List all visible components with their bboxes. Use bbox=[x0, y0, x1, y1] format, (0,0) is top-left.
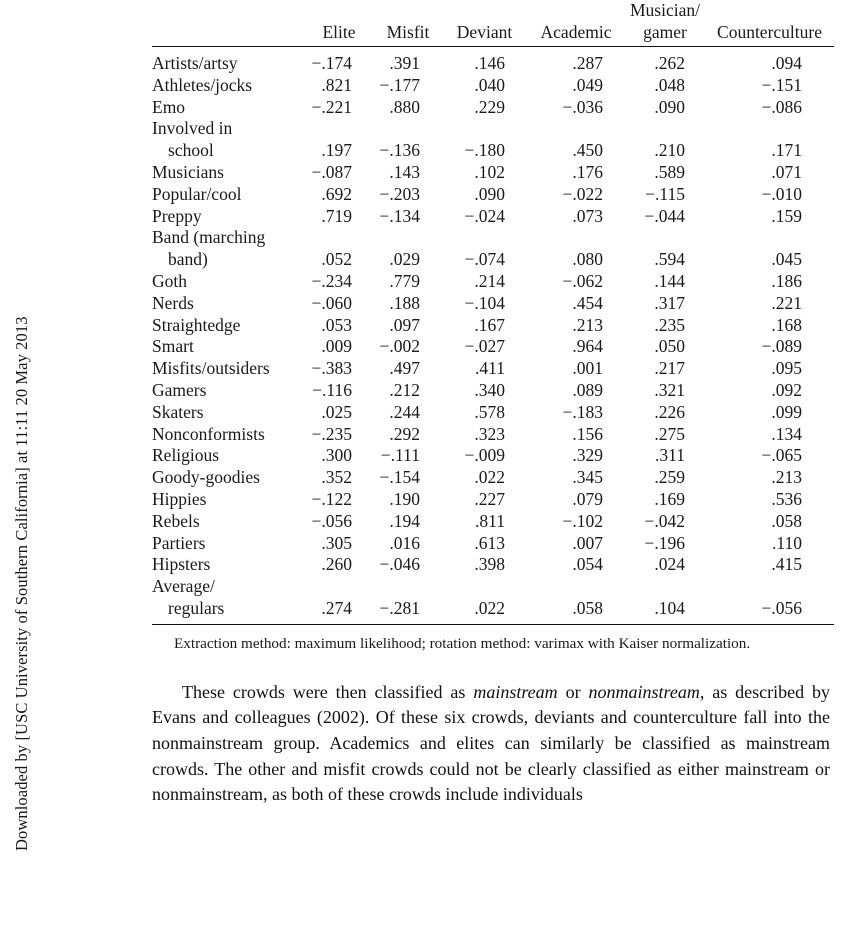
cell-value: .214 bbox=[474, 270, 505, 291]
cell-value: .210 bbox=[654, 140, 685, 161]
cell-value: .007 bbox=[572, 532, 603, 553]
cell-value: .227 bbox=[474, 488, 505, 509]
table-row bbox=[152, 467, 834, 489]
cell-value: −.065 bbox=[761, 445, 802, 466]
row-label: Athletes/jocks bbox=[152, 74, 253, 95]
table-header bbox=[152, 0, 834, 47]
cell-value: .110 bbox=[772, 532, 802, 553]
column-header-misfit-bottom: Misfit bbox=[386, 21, 430, 42]
row-label: Involved in school bbox=[152, 118, 304, 162]
cell-value: .188 bbox=[389, 292, 420, 313]
cell-value: .001 bbox=[572, 358, 603, 379]
paragraph-emphasis-mainstream: mainstream bbox=[473, 681, 558, 702]
table-row bbox=[152, 576, 834, 620]
cell-value: .217 bbox=[654, 358, 685, 379]
paragraph-text-part1: These crowds were then classified as bbox=[182, 681, 474, 702]
cell-value: .146 bbox=[474, 53, 505, 73]
row-label: Smart bbox=[152, 336, 194, 357]
cell-value: −.234 bbox=[311, 270, 352, 291]
cell-value: .104 bbox=[654, 597, 685, 618]
cell-value: −.196 bbox=[644, 532, 685, 553]
cell-value: .058 bbox=[572, 597, 603, 618]
table-row bbox=[152, 118, 834, 162]
cell-value: .054 bbox=[572, 554, 603, 575]
cell-value: .880 bbox=[389, 96, 420, 117]
cell-value: .329 bbox=[572, 445, 603, 466]
cell-value: −.009 bbox=[464, 445, 505, 466]
cell-value: .259 bbox=[654, 467, 685, 488]
cell-value: −.062 bbox=[562, 270, 603, 291]
cell-value: .029 bbox=[389, 249, 420, 270]
cell-value: .589 bbox=[654, 161, 685, 182]
cell-value: −.042 bbox=[644, 510, 685, 531]
row-label: Band (marching band) bbox=[152, 227, 304, 271]
cell-value: −.136 bbox=[379, 140, 420, 161]
cell-value: −.174 bbox=[311, 53, 352, 73]
row-label: Straightedge bbox=[152, 314, 241, 335]
cell-value: .049 bbox=[572, 74, 603, 95]
cell-value: −.086 bbox=[761, 96, 802, 117]
cell-value: −.281 bbox=[379, 597, 420, 618]
cell-value: .345 bbox=[572, 467, 603, 488]
cell-value: .169 bbox=[654, 488, 685, 509]
cell-value: .235 bbox=[654, 314, 685, 335]
cell-value: .411 bbox=[475, 358, 505, 379]
cell-value: .213 bbox=[771, 467, 802, 488]
cell-value: .080 bbox=[572, 249, 603, 270]
cell-value: .340 bbox=[474, 379, 505, 400]
table-row bbox=[152, 184, 834, 206]
cell-value: .821 bbox=[321, 74, 352, 95]
cell-value: .221 bbox=[771, 292, 802, 313]
cell-value: .262 bbox=[654, 53, 685, 73]
cell-value: −.010 bbox=[761, 183, 802, 204]
cell-value: −.235 bbox=[311, 423, 352, 444]
cell-value: .094 bbox=[771, 53, 802, 73]
cell-value: .536 bbox=[771, 488, 802, 509]
cell-value: −.134 bbox=[379, 205, 420, 226]
cell-value: .167 bbox=[474, 314, 505, 335]
cell-value: .092 bbox=[771, 379, 802, 400]
download-stamp: Downloaded by [USC University of Southern California] at 11:11 20 May 2013 bbox=[12, 316, 31, 851]
row-label: Nerds bbox=[152, 292, 194, 313]
table-row bbox=[152, 206, 834, 228]
cell-value: .311 bbox=[655, 445, 685, 466]
table-row bbox=[152, 75, 834, 97]
cell-value: .212 bbox=[389, 379, 420, 400]
table-body bbox=[152, 47, 834, 620]
table-row bbox=[152, 47, 834, 75]
column-header-deviant-bottom: Deviant bbox=[456, 21, 513, 42]
table-row bbox=[152, 162, 834, 184]
table-row bbox=[152, 424, 834, 446]
cell-value: .450 bbox=[572, 140, 603, 161]
cell-value: −.183 bbox=[562, 401, 603, 422]
cell-value: −.074 bbox=[464, 249, 505, 270]
row-label: Musicians bbox=[152, 161, 224, 182]
cell-value: .159 bbox=[771, 205, 802, 226]
page-content bbox=[152, 0, 834, 826]
cell-value: −.024 bbox=[464, 205, 505, 226]
cell-value: .287 bbox=[572, 53, 603, 73]
cell-value: −.177 bbox=[379, 74, 420, 95]
table-row bbox=[152, 271, 834, 293]
cell-value: .134 bbox=[771, 423, 802, 444]
row-label: Partiers bbox=[152, 532, 206, 553]
cell-value: .578 bbox=[474, 401, 505, 422]
cell-value: .058 bbox=[771, 510, 802, 531]
table-row bbox=[152, 336, 834, 358]
cell-value: −.002 bbox=[379, 336, 420, 357]
cell-value: .071 bbox=[771, 161, 802, 182]
body-paragraph bbox=[152, 680, 830, 808]
cell-value: .352 bbox=[321, 467, 352, 488]
cell-value: −.151 bbox=[761, 74, 802, 95]
cell-value: .391 bbox=[389, 53, 420, 73]
cell-value: .048 bbox=[654, 74, 685, 95]
cell-value: .300 bbox=[321, 445, 352, 466]
cell-value: .229 bbox=[474, 96, 505, 117]
cell-value: −.060 bbox=[311, 292, 352, 313]
table-row bbox=[152, 380, 834, 402]
cell-value: .079 bbox=[572, 488, 603, 509]
row-label: Misfits/outsiders bbox=[152, 358, 270, 379]
column-header-musician-gamer bbox=[625, 0, 705, 47]
row-label: Nonconformists bbox=[152, 423, 265, 444]
column-header-elite bbox=[304, 0, 374, 47]
column-header-counterculture-bottom: Counterculture bbox=[717, 21, 822, 42]
table-note: Extraction method: maximum likelihood; rotation method: varimax with Kaiser normalization. bbox=[174, 634, 751, 652]
cell-value: .016 bbox=[389, 532, 420, 553]
cell-value: .025 bbox=[321, 401, 352, 422]
row-label-continuation: regulars bbox=[168, 597, 225, 618]
cell-value: .089 bbox=[572, 379, 603, 400]
row-label-continuation: band) bbox=[168, 249, 208, 270]
cell-value: −.089 bbox=[761, 336, 802, 357]
cell-value: .779 bbox=[389, 270, 420, 291]
cell-value: .186 bbox=[771, 270, 802, 291]
row-label: Rebels bbox=[152, 510, 200, 531]
cell-value: −.056 bbox=[761, 597, 802, 618]
cell-value: −.122 bbox=[311, 488, 352, 509]
cell-value: .097 bbox=[389, 314, 420, 335]
factor-loadings-table bbox=[152, 0, 834, 620]
column-header-counterculture bbox=[705, 0, 834, 47]
table-row bbox=[152, 97, 834, 119]
cell-value: .213 bbox=[572, 314, 603, 335]
cell-value: −.022 bbox=[562, 183, 603, 204]
cell-value: −.087 bbox=[311, 161, 352, 182]
row-label-continuation: school bbox=[168, 140, 214, 161]
cell-value: −.154 bbox=[379, 467, 420, 488]
cell-value: −.044 bbox=[644, 205, 685, 226]
cell-value: .073 bbox=[572, 205, 603, 226]
table-row bbox=[152, 445, 834, 467]
cell-value: .260 bbox=[321, 554, 352, 575]
row-label: Preppy bbox=[152, 205, 202, 226]
cell-value: .156 bbox=[572, 423, 603, 444]
table-header-row bbox=[152, 0, 834, 47]
cell-value: .050 bbox=[654, 336, 685, 357]
cell-value: .321 bbox=[654, 379, 685, 400]
column-header-misfit bbox=[374, 0, 442, 47]
page-bottom-clip bbox=[0, 852, 860, 929]
cell-value: .594 bbox=[654, 249, 685, 270]
cell-value: .305 bbox=[321, 532, 352, 553]
table-row bbox=[152, 358, 834, 380]
cell-value: −.111 bbox=[380, 445, 420, 466]
cell-value: .090 bbox=[474, 183, 505, 204]
table-row bbox=[152, 533, 834, 555]
table-row bbox=[152, 554, 834, 576]
cell-value: .176 bbox=[572, 161, 603, 182]
column-header-musician-gamer-top: Musician/ bbox=[630, 0, 700, 20]
cell-value: −.115 bbox=[645, 183, 685, 204]
cell-value: −.383 bbox=[311, 358, 352, 379]
cell-value: .719 bbox=[321, 205, 352, 226]
cell-value: .274 bbox=[321, 597, 352, 618]
cell-value: .095 bbox=[771, 358, 802, 379]
cell-value: .317 bbox=[654, 292, 685, 313]
column-header-academic bbox=[527, 0, 625, 47]
cell-value: .022 bbox=[474, 467, 505, 488]
cell-value: .052 bbox=[321, 249, 352, 270]
row-label: Goody-goodies bbox=[152, 467, 260, 488]
cell-value: .275 bbox=[654, 423, 685, 444]
row-label: Emo bbox=[152, 96, 186, 117]
cell-value: .692 bbox=[321, 183, 352, 204]
cell-value: .143 bbox=[389, 161, 420, 182]
row-label: Goth bbox=[152, 270, 187, 291]
cell-value: .045 bbox=[771, 249, 802, 270]
cell-value: .099 bbox=[771, 401, 802, 422]
cell-value: .613 bbox=[474, 532, 505, 553]
cell-value: .194 bbox=[389, 510, 420, 531]
cell-value: .244 bbox=[389, 401, 420, 422]
cell-value: .497 bbox=[389, 358, 420, 379]
column-header-musician-gamer-bottom: gamer bbox=[643, 21, 687, 42]
column-header-academic-bottom: Academic bbox=[540, 21, 612, 42]
row-label: Skaters bbox=[152, 401, 204, 422]
cell-value: −.221 bbox=[311, 96, 352, 117]
cell-value: −.036 bbox=[562, 96, 603, 117]
column-header-deviant bbox=[442, 0, 527, 47]
table-row bbox=[152, 315, 834, 337]
cell-value: .454 bbox=[572, 292, 603, 313]
cell-value: −.027 bbox=[464, 336, 505, 357]
table-row bbox=[152, 489, 834, 511]
paragraph-emphasis-nonmainstream: nonmainstream bbox=[588, 681, 700, 702]
cell-value: .024 bbox=[654, 554, 685, 575]
cell-value: −.102 bbox=[562, 510, 603, 531]
cell-value: .398 bbox=[474, 554, 505, 575]
cell-value: .090 bbox=[654, 96, 685, 117]
cell-value: .102 bbox=[474, 161, 505, 182]
cell-value: .171 bbox=[771, 140, 802, 161]
cell-value: .811 bbox=[475, 510, 505, 531]
cell-value: −.116 bbox=[312, 379, 352, 400]
cell-value: .226 bbox=[654, 401, 685, 422]
cell-value: .009 bbox=[321, 336, 352, 357]
cell-value: .053 bbox=[321, 314, 352, 335]
row-label: Popular/cool bbox=[152, 183, 242, 204]
table-row bbox=[152, 293, 834, 315]
cell-value: .292 bbox=[389, 423, 420, 444]
paragraph-text-part3: , as described by Evans and colleagues (2002). Of these six crowds, deviants and counterculture fall into the nonmainstream group. Academics and elites can similarly be classified as mainstream crowds. The other and misfit crowds could not be clearly classified as either mainstream or nonmainstream, as both of these crowds include individuals bbox=[152, 681, 831, 805]
cell-value: .197 bbox=[321, 140, 352, 161]
cell-value: .415 bbox=[771, 554, 802, 575]
cell-value: −.203 bbox=[379, 183, 420, 204]
row-label: Hipsters bbox=[152, 554, 211, 575]
table-row bbox=[152, 402, 834, 424]
cell-value: −.056 bbox=[311, 510, 352, 531]
cell-value: .144 bbox=[654, 270, 685, 291]
cell-value: .168 bbox=[771, 314, 802, 335]
row-label: Gamers bbox=[152, 379, 207, 400]
table-row bbox=[152, 227, 834, 271]
cell-value: .190 bbox=[389, 488, 420, 509]
cell-value: .040 bbox=[474, 74, 505, 95]
paragraph-text-part2: or bbox=[557, 681, 589, 702]
row-label: Average/ regulars bbox=[152, 576, 304, 620]
column-header-elite-bottom: Elite bbox=[322, 21, 356, 42]
cell-value: .323 bbox=[474, 423, 505, 444]
cell-value: .022 bbox=[474, 597, 505, 618]
cell-value: −.046 bbox=[379, 554, 420, 575]
cell-value: .964 bbox=[572, 336, 603, 357]
row-label: Hippies bbox=[152, 488, 207, 509]
cell-value: −.180 bbox=[464, 140, 505, 161]
row-label: Artists/artsy bbox=[152, 53, 238, 73]
column-header-label bbox=[152, 0, 304, 47]
row-label: Religious bbox=[152, 445, 220, 466]
cell-value: −.104 bbox=[464, 292, 505, 313]
table-row bbox=[152, 511, 834, 533]
